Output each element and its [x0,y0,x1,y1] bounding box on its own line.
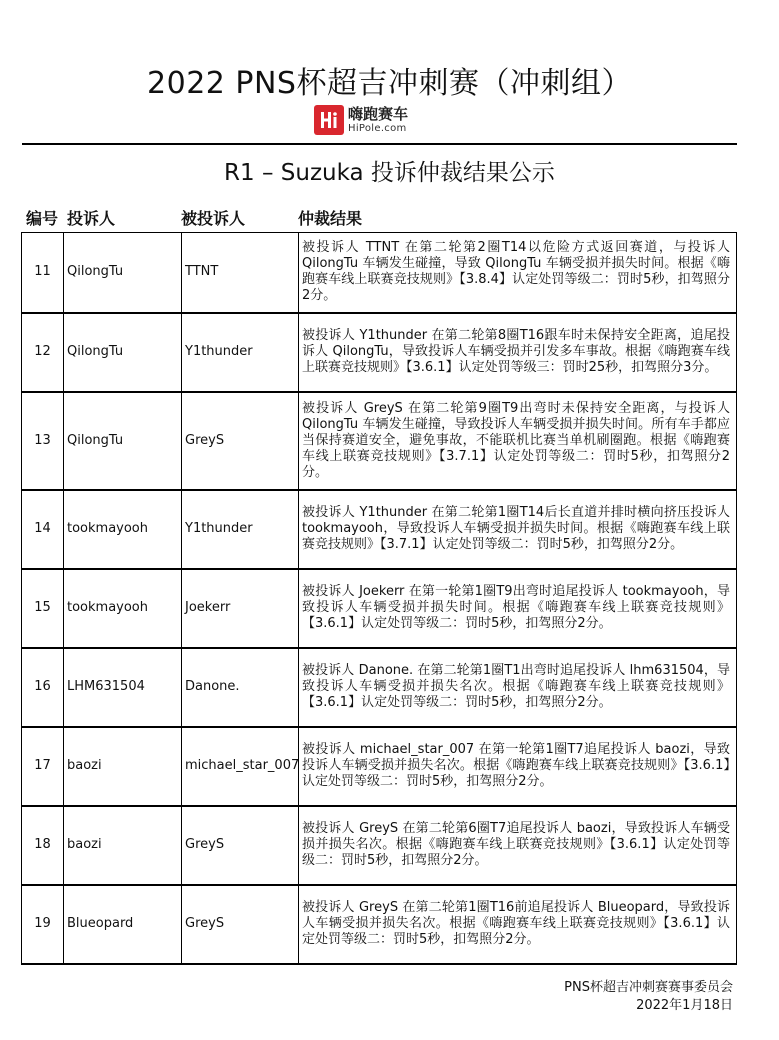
logo-chinese-text: 嗨跑赛车 [348,104,409,123]
row-respondent: GreyS [182,885,299,964]
row-number: 17 [22,727,64,806]
hipole-logo [314,104,408,136]
row-respondent: TTNT [182,233,299,313]
row-respondent: michael_star_007 [182,727,299,806]
table-row [22,392,737,490]
row-complainant: baozi [64,806,182,885]
column-header-respondent: 被投诉人 [181,209,246,228]
row-number: 11 [22,233,64,313]
row-number: 13 [22,392,64,490]
row-result: 被投诉人 Y1thunder 在第二轮第8圈T16跟车时未保持安全距离，追尾投诉人 QilongTu，导致投诉人车辆受损并引发多车事故。根据《嗨跑赛车线上联赛竞技规则》【3.6.1】认定处罚等级三：罚时25秒，扣驾照分3分。 [299,313,737,392]
row-result: 被投诉人 Joekerr 在第一轮第1圈T9出弯时追尾投诉人 tookmayooh，导致投诉人车辆受损并损失时间。根据《嗨跑赛车线上联赛竞技规则》【3.6.1】认定处罚等级二：罚时5秒，扣驾照分2分。 [299,569,737,648]
page-title: 2022 PNS杯超吉冲刺赛（冲刺组） [147,66,632,101]
row-respondent: Y1thunder [182,490,299,569]
row-complainant: QilongTu [64,313,182,392]
column-header-result: 仲裁结果 [298,209,363,228]
row-complainant: Blueopard [64,885,182,964]
table-row [22,313,737,392]
table-row [22,648,737,727]
row-result: 被投诉人 GreyS 在第二轮第6圈T7追尾投诉人 baozi，导致投诉人车辆受损并损失名次。根据《嗨跑赛车线上联赛竞技规则》【3.6.1】认定处罚等级二：罚时5秒，扣驾照分2分。 [299,806,737,885]
row-result: 被投诉人 GreyS 在第二轮第9圈T9出弯时未保持安全距离，与投诉人 QilongTu 车辆发生碰撞，导致投诉人车辆受损并损失时间。所有车手都应当保持赛道安全，避免事故，不能联机比赛当单机刷圈跑。根据《嗨跑赛车线上联赛竞技规则》【3.7.1】认定处罚等级二：罚时5秒，扣驾照分2分。 [299,392,737,490]
row-number: 19 [22,885,64,964]
table-row [22,806,737,885]
footer-date: 2022年1月18日 [636,998,733,1013]
footer-organization: PNS杯超吉冲刺赛赛事委员会 [564,980,733,995]
row-number: 15 [22,569,64,648]
row-result: 被投诉人 Danone. 在第二轮第1圈T1出弯时追尾投诉人 lhm631504，导致投诉人车辆受损并损失名次。根据《嗨跑赛车线上联赛竞技规则》【3.6.1】认定处罚等级二：罚时5秒，扣驾照分2分。 [299,648,737,727]
row-complainant: LHM631504 [64,648,182,727]
row-number: 16 [22,648,64,727]
row-number: 14 [22,490,64,569]
column-header-complainant: 投诉人 [67,209,116,228]
header-divider [22,143,737,145]
row-number: 18 [22,806,64,885]
table-row [22,490,737,569]
row-respondent: Joekerr [182,569,299,648]
row-respondent: GreyS [182,392,299,490]
row-result: 被投诉人 michael_star_007 在第一轮第1圈T7追尾投诉人 baozi，导致投诉人车辆受损并损失名次。根据《嗨跑赛车线上联赛竞技规则》【3.6.1】认定处罚等级二：罚时5秒，扣驾照分2分。 [299,727,737,806]
row-result: 被投诉人 Y1thunder 在第二轮第1圈T14后长直道并排时横向挤压投诉人 tookmayooh，导致投诉人车辆受损并损失时间。根据《嗨跑赛车线上联赛竞技规则》【3.7.1】认定处罚等级二：罚时5秒，扣驾照分2分。 [299,490,737,569]
row-respondent: GreyS [182,806,299,885]
row-respondent: Danone. [182,648,299,727]
table-row [22,727,737,806]
row-complainant: QilongTu [64,392,182,490]
row-complainant: QilongTu [64,233,182,313]
row-complainant: tookmayooh [64,569,182,648]
row-complainant: baozi [64,727,182,806]
table-row [22,885,737,964]
results-table [21,232,737,965]
row-result: 被投诉人 GreyS 在第二轮第1圈T16前追尾投诉人 Blueopard，导致投诉人车辆受损并损失名次。根据《嗨跑赛车线上联赛竞技规则》【3.6.1】认定处罚等级二：罚时5秒，扣驾照分2分。 [299,885,737,964]
table-row [22,233,737,313]
hipole-logo-icon [314,105,344,135]
page-subtitle: R1 – Suzuka 投诉仲裁结果公示 [224,160,555,186]
row-respondent: Y1thunder [182,313,299,392]
column-header-number: 编号 [26,209,59,228]
row-result: 被投诉人 TTNT 在第二轮第2圈T14以危险方式返回赛道，与投诉人 QilongTu 车辆发生碰撞，导致 QilongTu 车辆受损并损失时间。根据《嗨跑赛车线上联赛竞技规则》【3.8.4】认定处罚等级二：罚时5秒，扣驾照分2分。 [299,233,737,313]
table-row [22,569,737,648]
row-number: 12 [22,313,64,392]
logo-english-text: HiPole.com [348,122,407,134]
row-complainant: tookmayooh [64,490,182,569]
